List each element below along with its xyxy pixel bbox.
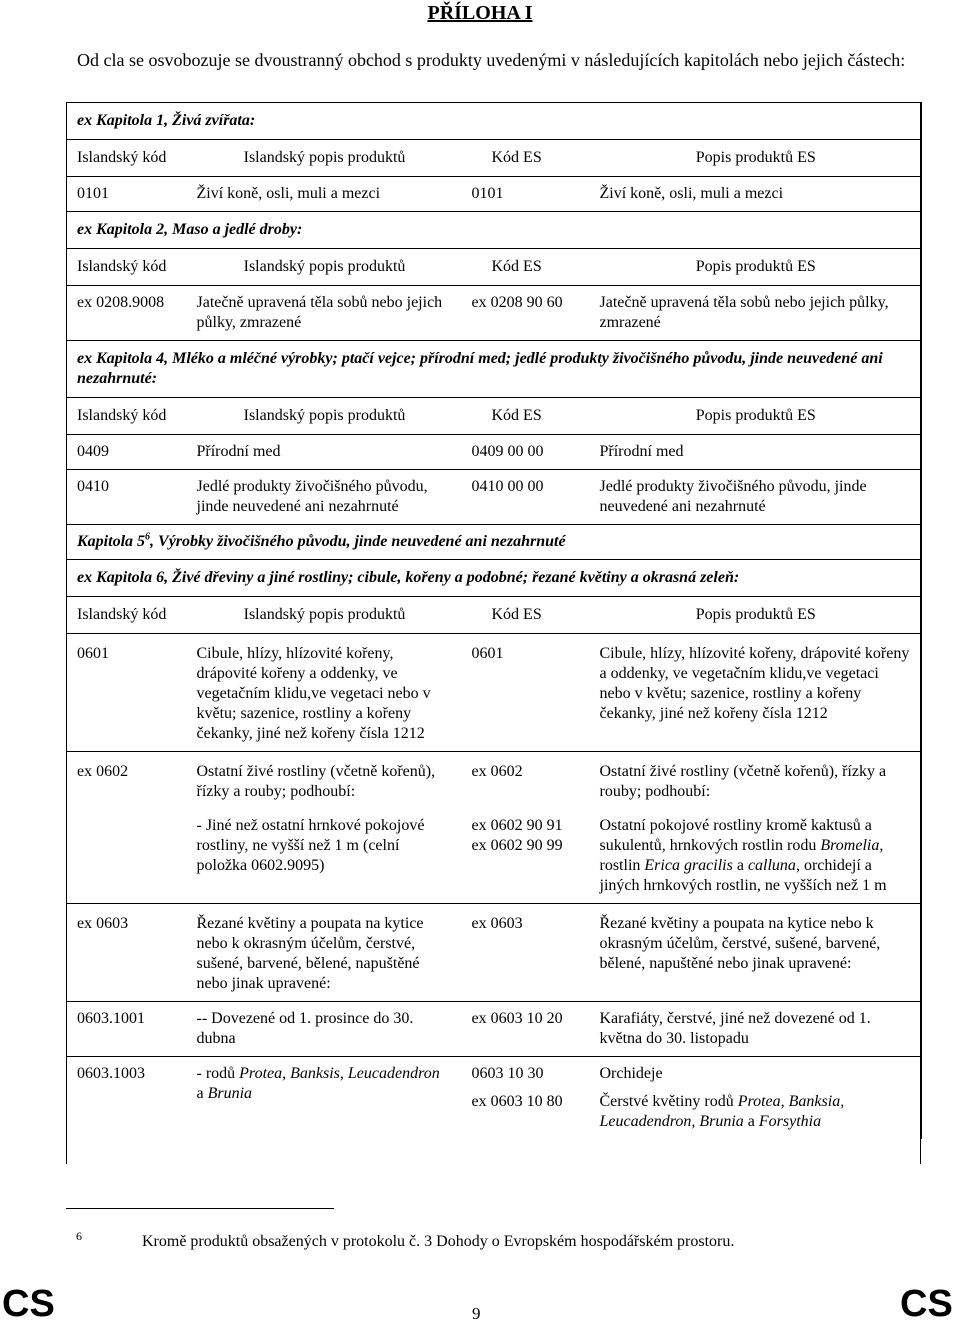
cell-es-desc: Živí koně, osli, muli a mezci (590, 177, 922, 212)
text-run-italic: calluna (747, 857, 796, 874)
footnote-number: 6 (76, 1229, 82, 1243)
chapter-1-row (67, 103, 922, 140)
text-run-italic: Protea, Banksis, Leucadendron (239, 1065, 440, 1082)
header-es-code: Kód ES (462, 398, 590, 435)
header-is-code: Islandský kód (67, 398, 187, 435)
text-run: - rodů (196, 1065, 240, 1082)
es-code-line: ex 0603 10 80 (471, 1093, 563, 1110)
cell-es-desc: Karafiáty, čerstvé, jiné než dovezené od 1. května do 30. listopadu (590, 1002, 922, 1057)
cell-es-desc (590, 1057, 922, 1140)
text-run-italic: Forsythia (758, 1113, 822, 1130)
chapter-5-row (67, 525, 922, 560)
header-is-code: Islandský kód (67, 249, 187, 286)
cell-es-code (462, 1057, 590, 1140)
text-run-italic: Erica gracilis (644, 857, 733, 874)
footnote-ref: 6 (145, 531, 151, 543)
header-es-code: Kód ES (462, 249, 590, 286)
table-row (67, 177, 922, 212)
cell-es-code: ex 0603 10 20 (462, 1002, 590, 1057)
header-is-code: Islandský kód (67, 140, 187, 177)
text-run: , rostlin (599, 837, 884, 874)
cell-is-code: ex 0603 (67, 904, 187, 1002)
annex-table (66, 102, 922, 1139)
table-row (67, 752, 922, 810)
chapter-5-suffix: , Výrobky živočišného původu, jinde neuvedené ani nezahrnuté (150, 533, 566, 550)
chapter-6-title: ex Kapitola 6, Živé dřeviny a jiné rostliny; cibule, kořeny a podobné; řezané květiny a okrasná zeleň: (67, 560, 922, 597)
table-row (67, 634, 922, 752)
text-run: a (196, 1085, 208, 1102)
cell-es-desc: Řezané květiny a poupata na kytice nebo k okrasným účelům, čerstvé, sušené, barvené, bělené, napuštěné nebo jinak upravené: (590, 904, 922, 1002)
table-row (67, 286, 922, 341)
table-row (67, 904, 922, 1002)
es-code-line: ex 0602 90 99 (471, 837, 563, 854)
cell-is-desc: Živí koně, osli, muli a mezci (187, 177, 462, 212)
header-es-desc: Popis produktů ES (590, 140, 922, 177)
cell-is-desc (187, 1057, 462, 1140)
cell-es-code: ex 0602 (471, 763, 523, 780)
cell-is-desc: Řezané květiny a poupata na kytice nebo k okrasným účelům, čerstvé, sušené, barvené, bělené, napuštěné nebo jinak upravené: (187, 904, 462, 1002)
header-es-desc: Popis produktů ES (590, 597, 922, 634)
cell-is-desc: Jatečně upravená těla sobů nebo jejich půlky, zmrazené (187, 286, 462, 341)
cell-es-code: ex 0208 90 60 (462, 286, 590, 341)
chapter-4-row (67, 341, 922, 398)
header-es-desc: Popis produktů ES (590, 249, 922, 286)
text-run: Čerstvé květiny rodů (599, 1093, 738, 1110)
chapter-6-row (67, 560, 922, 597)
cell-es-desc: Cibule, hlízy, hlízovité kořeny, drápovité kořeny a oddenky, ve vegetačním klidu,ve vegetaci nebo v květu; sazenice, rostliny a kořeny čekanky, jiné než kořeny čísla 1212 (590, 634, 922, 752)
chapter-5-prefix: Kapitola 5 (77, 533, 146, 550)
language-mark-right: CS (900, 1283, 953, 1325)
cell-is-code: 0603.1003 (67, 1057, 187, 1140)
header-is-desc: Islandský popis produktů (187, 249, 462, 286)
page-title: PŘÍLOHA I (427, 2, 533, 24)
header-is-desc: Islandský popis produktů (187, 597, 462, 634)
es-desc-line (600, 1092, 913, 1132)
chapter-1-title: ex Kapitola 1, Živá zvířata: (67, 103, 922, 140)
cell-is-desc: - Jiné než ostatní hrnkové pokojové rostliny, ne vyšší než 1 m (celní položka 0602.9095) (187, 809, 462, 904)
text-run-italic: Bromelia (820, 837, 880, 854)
cell-is-code: 0603.1001 (67, 1002, 187, 1057)
text-run-italic: Brunia (207, 1085, 253, 1102)
table-row (67, 470, 922, 525)
chapter-2-title: ex Kapitola 2, Maso a jedlé droby: (67, 212, 922, 249)
table-row (67, 1002, 922, 1057)
cell-is-desc: Jedlé produkty živočišného původu, jinde neuvedené ani nezahrnuté (187, 470, 462, 525)
es-code-line: 0603 10 30 (471, 1065, 544, 1082)
chapter-2-row (67, 212, 922, 249)
header-es-code: Kód ES (462, 140, 590, 177)
cell-is-code: 0410 (67, 470, 187, 525)
table-header (67, 398, 922, 435)
text-run: a (743, 1113, 759, 1130)
cell-is-code: 0601 (67, 634, 187, 752)
es-desc-line: Orchideje (599, 1065, 663, 1082)
table-row (67, 1057, 922, 1140)
es-code-line: ex 0602 90 91 (471, 817, 563, 834)
cell-es-code: 0410 00 00 (462, 470, 590, 525)
header-is-code: Islandský kód (67, 597, 187, 634)
cell-es-code: 0601 (462, 634, 590, 752)
cell-es-desc: Ostatní živé rostliny (včetně kořenů), řízky a rouby; podhoubí: (590, 752, 922, 810)
cell-is-code: 0409 (67, 435, 187, 470)
page-number: 9 (472, 1304, 481, 1323)
cell-is-code: 0101 (67, 177, 187, 212)
cell-es-code: 0409 00 00 (462, 435, 590, 470)
header-es-code: Kód ES (462, 597, 590, 634)
footnote-divider (66, 1208, 334, 1209)
text-run: Ostatní pokojové rostliny kromě kaktusů a sukulentů, hrnkových rostlin rodu (599, 817, 872, 854)
cell-es-code: 0101 (462, 177, 590, 212)
table-outline (920, 102, 921, 1164)
table-header (67, 597, 922, 634)
header-is-desc: Islandský popis produktů (187, 398, 462, 435)
header-is-desc: Islandský popis produktů (187, 140, 462, 177)
cell-is-desc: Ostatní živé rostliny (včetně kořenů), řízky a rouby; podhoubí: (196, 763, 436, 800)
cell-es-desc: Jedlé produkty živočišného původu, jinde neuvedené ani nezahrnuté (590, 470, 922, 525)
table-header (67, 140, 922, 177)
text-run: a (732, 857, 748, 874)
table-row (67, 809, 922, 904)
cell-is-desc: -- Dovezené od 1. prosince do 30. dubna (187, 1002, 462, 1057)
cell-is-code: ex 0208.9008 (67, 286, 187, 341)
cell-is-code (67, 809, 187, 904)
cell-is-code: ex 0602 (67, 752, 187, 810)
cell-es-desc (590, 809, 922, 904)
table-outline (66, 102, 67, 1164)
table-row (67, 435, 922, 470)
language-mark-left: CS (2, 1283, 55, 1325)
cell-es-desc: Přírodní med (590, 435, 922, 470)
footnote-text: Kromě produktů obsažených v protokolu č. 3 Dohody o Evropském hospodářském prostoru. (142, 1233, 735, 1250)
cell-es-desc: Jatečně upravená těla sobů nebo jejich půlky, zmrazené (590, 286, 922, 341)
text-run: , orchidejí a jiných hrnkových rostlin, ne vyšších než 1 m (599, 857, 887, 894)
chapter-4-title: ex Kapitola 4, Mléko a mléčné výrobky; ptačí vejce; přírodní med; jedlé produkty živočišného původu, jinde neuvedené ani nezahrnuté: (67, 341, 922, 398)
chapter-5-title (67, 525, 922, 560)
cell-is-desc: Přírodní med (187, 435, 462, 470)
table-header (67, 249, 922, 286)
cell-es-code (462, 809, 590, 904)
cell-is-desc: Cibule, hlízy, hlízovité kořeny, drápovité kořeny a oddenky, ve vegetačním klidu,ve vegetaci nebo v květu; sazenice, rostliny a kořeny čekanky, jiné než kořeny čísla 1212 (187, 634, 462, 752)
cell-es-code: ex 0603 (462, 904, 590, 1002)
intro-paragraph: Od cla se osvobozuje se dvoustranný obchod s produkty uvedenými v následujících kapitolách nebo jejich částech: (77, 50, 906, 70)
header-es-desc: Popis produktů ES (590, 398, 922, 435)
text-run-italic: Protea, Banksia, Leucadendron, Brunia (599, 1093, 845, 1130)
